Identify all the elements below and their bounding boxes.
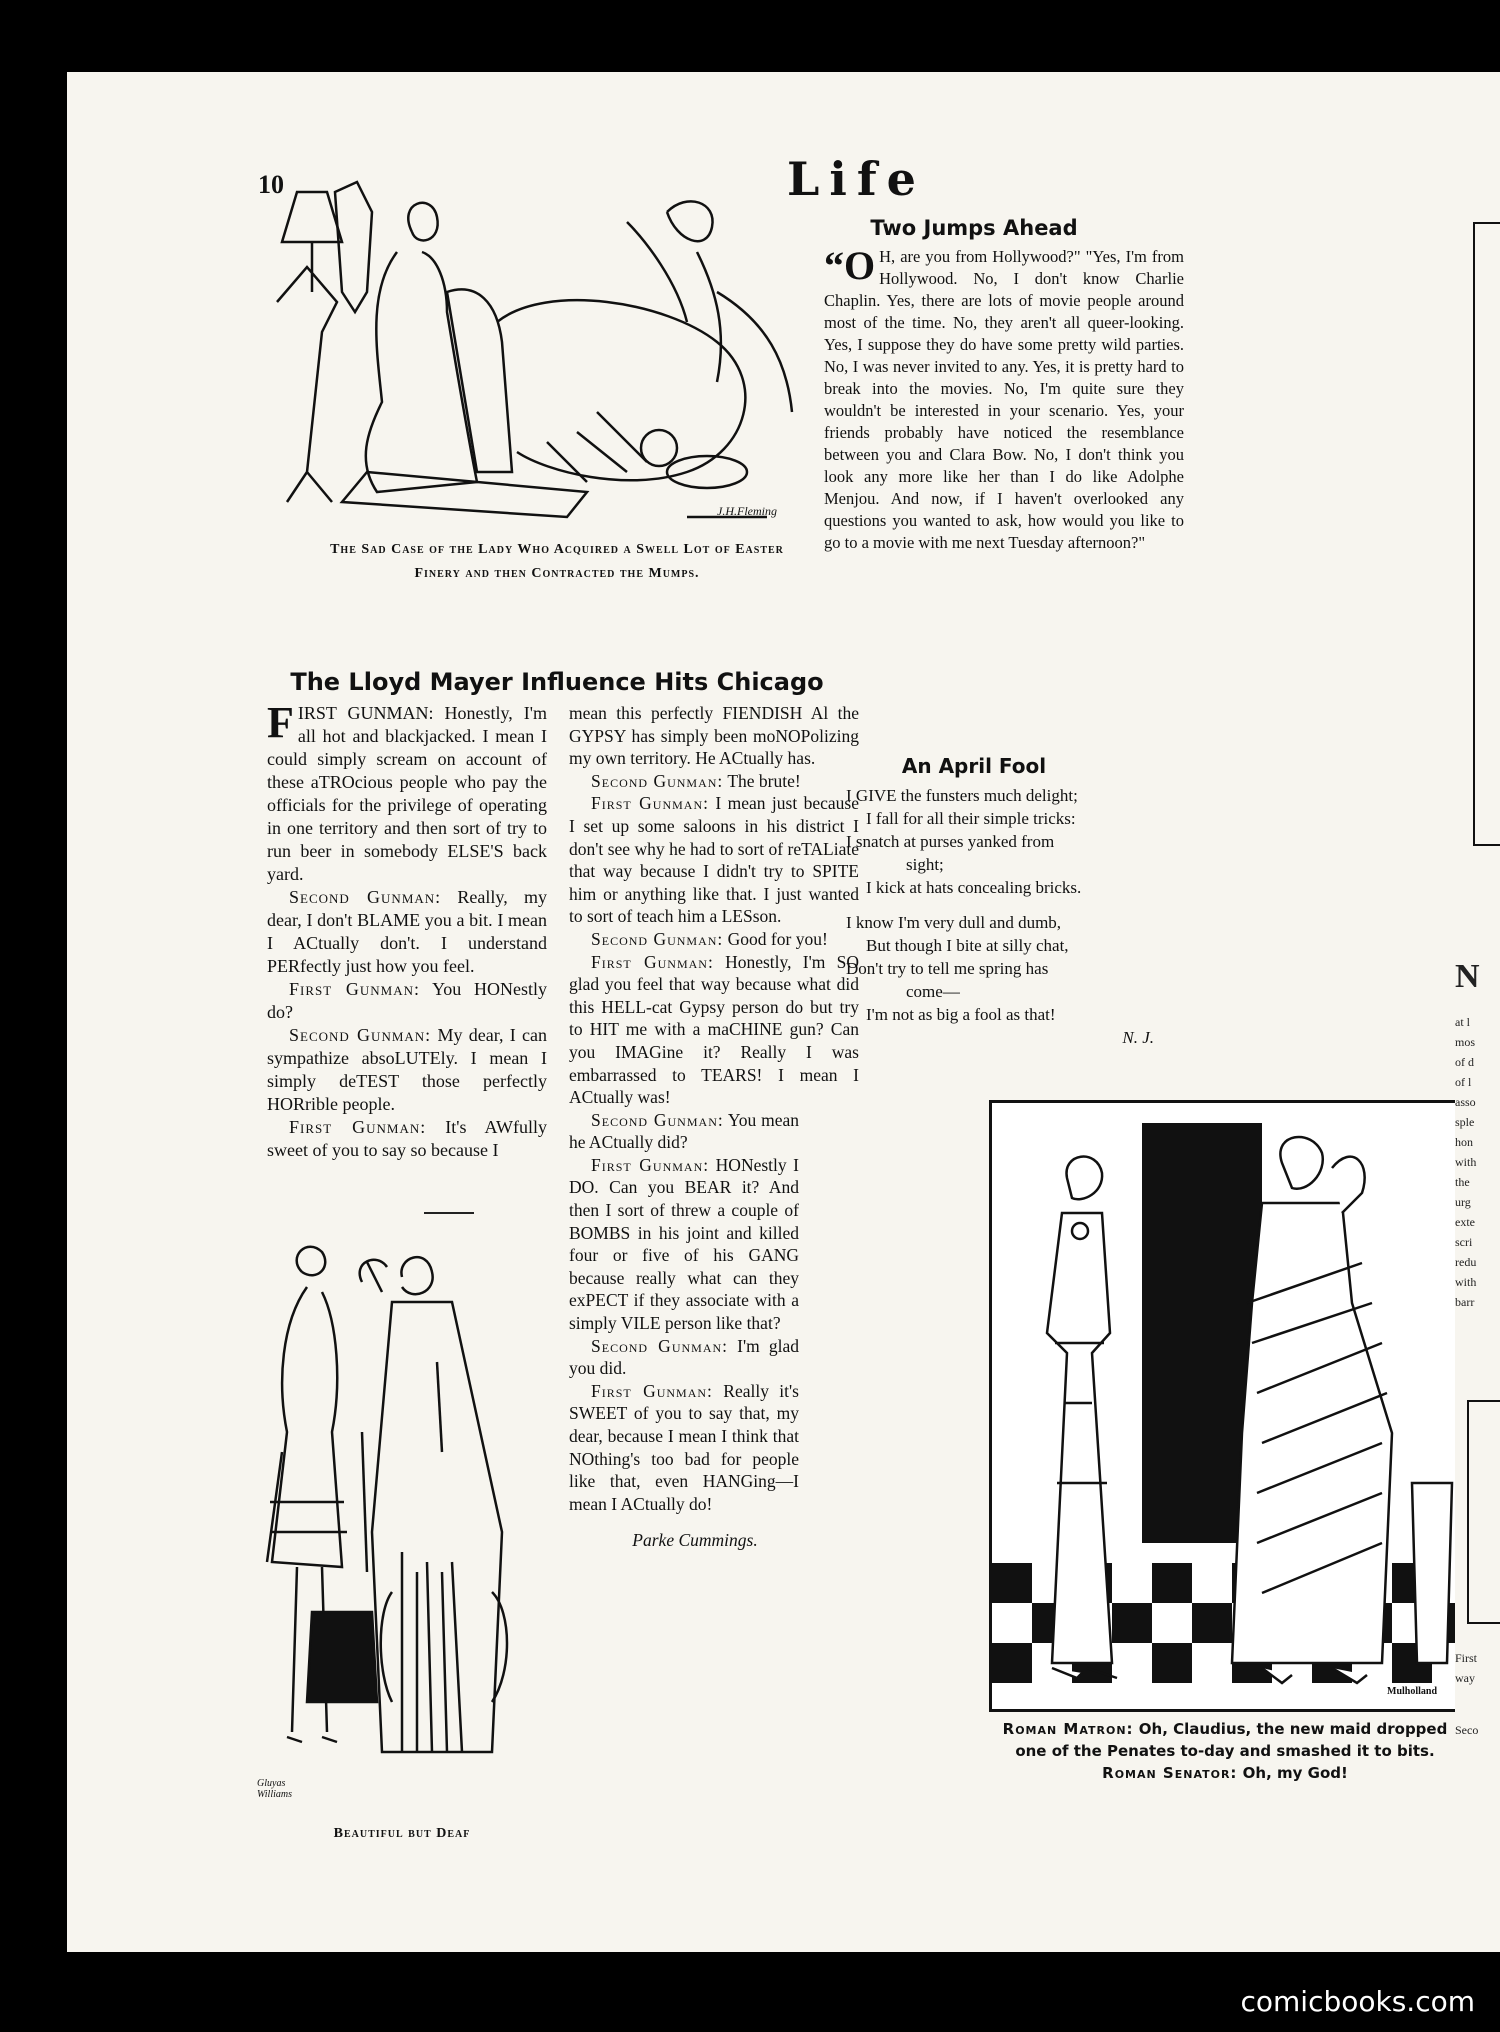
lloyd-line: mean this perfectly FIENDISH Al the GYPSY has simply been moNOPolizing my own territory. He ACtually has. <box>569 703 859 769</box>
poem-line-8: Don't try to tell me spring has <box>846 959 1049 978</box>
next-page-fragment: redu <box>1455 1255 1477 1269</box>
lloyd-line: It's AWfully sweet of you to say so because I <box>267 1117 547 1160</box>
top-cartoon-signature: J.H.Fleming <box>717 504 777 518</box>
poem-line-5: I kick at hats concealing bricks. <box>866 878 1082 897</box>
masthead: Life <box>787 152 926 206</box>
next-page-box-top <box>1473 222 1500 846</box>
roman-caption-speaker-1: Roman Matron: <box>1002 1720 1134 1738</box>
lloyd-speaker: Second Gunman: <box>591 770 724 791</box>
next-page-fragment: sple <box>1455 1115 1475 1129</box>
lloyd-speaker: Second Gunman: <box>591 1109 724 1130</box>
two-jumps-open-quote: “ <box>824 243 844 288</box>
next-page-fragment: N <box>1455 958 1480 995</box>
lloyd-line: You mean he ACtually did? <box>569 1109 799 1153</box>
lloyd-author: Parke Cummings. <box>632 1530 758 1551</box>
next-page-fragment: with <box>1455 1155 1477 1169</box>
watermark: comicbooks.com <box>1240 1985 1475 2018</box>
poem-line-3: I snatch at purses yanked from <box>846 832 1055 851</box>
next-page-fragment: of d <box>1455 1055 1474 1069</box>
next-page-fragment: asso <box>1455 1095 1476 1109</box>
april-fool-title: An April Fool <box>901 754 1047 778</box>
next-page-fragment: of l <box>1455 1075 1472 1089</box>
next-page-fragment: First <box>1455 1651 1478 1665</box>
lloyd-speaker: First Gunman: <box>591 793 709 814</box>
lloyd-speaker: First Gunman: <box>289 1117 427 1137</box>
next-page-fragment: scri <box>1455 1235 1473 1249</box>
page-number: 10 <box>258 170 284 199</box>
two-jumps-title: Two Jumps Ahead <box>870 216 1078 240</box>
lloyd-line: HONestly I DO. Can you BEAR it? And then I sort of threw a couple of BOMBS in his joint and killed four or five of his GANG because really what can they exPECT if they associate with a simply VILE person like that? <box>569 1154 800 1334</box>
lloyd-line: Really it's SWEET of you to say that, my dear, because I mean I think that NOthing's too bad for people like that, even HANGing—I mean I ACtually do! <box>569 1380 799 1514</box>
lloyd-line: Good for you! <box>723 928 828 949</box>
next-page-fragment: hon <box>1455 1135 1473 1149</box>
roman-cartoon-signature: Mulholland <box>1387 1686 1438 1697</box>
next-page-fragment: way <box>1455 1671 1475 1685</box>
next-page-fragment: mos <box>1455 1035 1476 1049</box>
lloyd-line: The brute! <box>723 770 801 791</box>
lloyd-speaker: First Gunman: <box>591 951 714 972</box>
lloyd-line: Really, my dear, I don't BLAME you a bit. I mean I ACtually don't. I understand PERfectly just how you feel. <box>267 887 547 976</box>
roman-caption-speaker-2: Roman Senator: <box>1102 1764 1238 1782</box>
magazine-page <box>67 72 1477 1952</box>
poem-line-4: sight; <box>906 855 944 874</box>
lloyd-speaker: Second Gunman: <box>591 928 724 949</box>
poem-line-10: I'm not as big a fool as that! <box>866 1005 1056 1024</box>
column-divider-rule <box>424 1212 474 1214</box>
next-page-box-bottom <box>1467 1400 1500 1624</box>
poem-line-7: But though I bite at silly chat, <box>866 936 1069 955</box>
roman-caption-line-2: Oh, my God! <box>1237 1764 1348 1782</box>
april-fool-poem <box>824 784 1184 1049</box>
poem-line-6: I know I'm very dull and dumb, <box>846 913 1062 932</box>
lloyd-drop-cap: F <box>267 698 294 747</box>
next-page-fragment: the <box>1455 1175 1470 1189</box>
roman-caption-line-1: Oh, Claudius, the new maid dropped one of the Penates to-day and smashed it to bits. <box>1015 1720 1448 1760</box>
two-jumps-drop <box>824 243 876 288</box>
lloyd-article-title: The Lloyd Mayer Influence Hits Chicago <box>290 668 824 696</box>
lloyd-column-1 <box>267 698 548 1162</box>
left-cartoon-signature: Gluyas Williams <box>257 1778 293 1800</box>
left-cartoon-caption: Beautiful but Deaf <box>333 1826 471 1841</box>
lloyd-speaker: Second Gunman: <box>289 1025 432 1045</box>
top-cartoon-caption <box>257 538 857 586</box>
lloyd-column-2 <box>569 702 859 1552</box>
lloyd-speaker: IRST GUNMAN: <box>297 703 434 723</box>
poem-line-1: I GIVE the funsters much delight; <box>846 786 1078 805</box>
lloyd-line: I'm glad you did. <box>569 1335 799 1379</box>
two-jumps-drop-letter: O <box>844 243 876 288</box>
beautiful-but-deaf-cartoon <box>252 1232 522 1812</box>
next-page-fragment: with <box>1455 1275 1477 1289</box>
lloyd-line: Honestly, I'm SO glad you feel that way because what did this HELL-cat Gypsy person do but try to HIT me with a maCHINE gun? Can you IMAGine it? Really I was embarrassed to TEARS! I mean I ACtually was! <box>569 951 859 1108</box>
poem-line-9: come— <box>906 982 960 1001</box>
poem-line-2: I fall for all their simple tricks: <box>866 809 1076 828</box>
next-page-fragment: urg <box>1455 1195 1471 1209</box>
next-page-edge <box>1455 72 1500 1952</box>
poem-signature: N. J. <box>1122 1028 1154 1047</box>
top-caption-line1: The Sad Case of the Lady Who Acquired a Swell Lot of Easter <box>330 542 784 557</box>
two-jumps-text: H, are you from Hollywood?" "Yes, I'm from Hollywood. No, I don't know Charlie Chaplin. Yes, there are lots of movie people around most of the time. No, they aren't all queer-looking. Yes, I suppose they do have some pretty wild parties. No, I was never invited to any. Yes, it is pretty hard to break into the movies. No, I'm quite sure they wouldn't be interested in your scenario. Yes, your friends probably have noticed the resemblance between you and Clara Bow. No, I don't think you look any more like her than I do like Adolphe Menjou. And now, if I haven't overlooked any questions you wanted to ask, how would you like to go to a movie with me next Tuesday afternoon?" <box>824 247 1184 552</box>
lloyd-speaker: First Gunman: <box>591 1154 710 1175</box>
roman-cartoon-caption <box>987 1718 1463 1784</box>
roman-cartoon <box>992 1103 1460 1709</box>
next-page-fragment: barr <box>1455 1295 1475 1309</box>
lloyd-line: I mean just because I set up some saloons in his district I don't see why he had to sort of reTALiate that way because I didn't try to SPITE him or anything like that. I just wanted to sort of teach him a LESson. <box>569 793 859 927</box>
lloyd-para-wrap <box>569 951 859 1109</box>
lloyd-line: You HONestly do? <box>267 979 548 1022</box>
next-page-fragment: Seco <box>1455 1723 1479 1737</box>
lloyd-speaker: First Gunman: <box>591 1380 713 1401</box>
next-page-fragment: exte <box>1455 1215 1475 1229</box>
roman-cartoon-frame <box>989 1100 1463 1712</box>
next-page-fragment: at l <box>1455 1015 1470 1029</box>
lloyd-speaker: Second Gunman: <box>591 1335 729 1356</box>
lloyd-line: Honestly, I'm all hot and blackjacked. I mean I could simply scream on account of these aTROcious people who pay the officials for the privilege of operating in one territory and then sort of try to run beer in somebody ELSE'S back yard. <box>267 703 547 884</box>
top-caption-line2: Finery and then Contracted the Mumps. <box>414 566 700 581</box>
easter-finery-cartoon <box>247 172 807 532</box>
lloyd-line: My dear, I can sympathize absoLUTEly. I mean I simply deTEST those perfectly HORrible people. <box>267 1025 547 1114</box>
lloyd-speaker: Second Gunman: <box>289 887 442 907</box>
two-jumps-body <box>824 243 1184 554</box>
lloyd-speaker: First Gunman: <box>289 979 421 999</box>
